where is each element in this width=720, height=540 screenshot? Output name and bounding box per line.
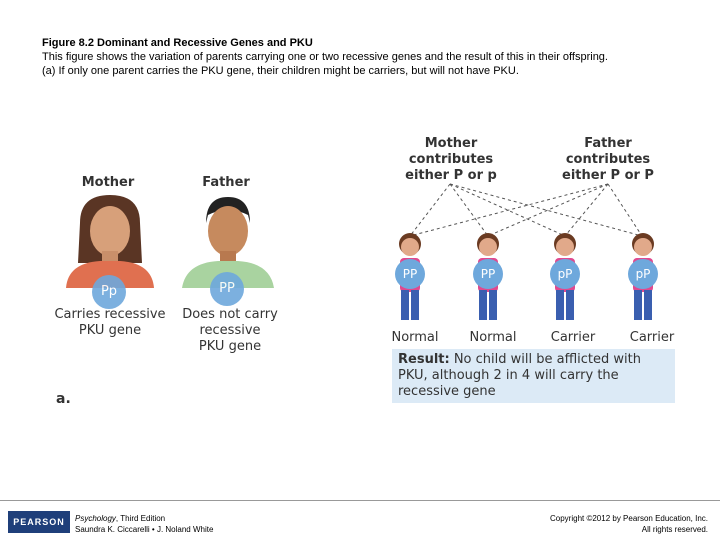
- mother-contribution-label: [396, 136, 506, 184]
- father-genotype-badge: PP: [210, 272, 244, 306]
- result-text: [398, 352, 673, 400]
- book-edition: , Third Edition: [115, 514, 166, 523]
- copyright-notice: [550, 513, 708, 535]
- father-to-child-1-line: [410, 184, 608, 236]
- figure-description-line-2: (a) If only one parent carries the PKU gene, their children might be carriers, but will not have PKU.: [42, 65, 519, 77]
- book-title: Psychology: [75, 514, 116, 523]
- father-contribution-line-2: contributes: [565, 152, 651, 167]
- result-body: No child will be afflicted with PKU, although 2 in 4 will carry the recessive gene: [398, 352, 641, 399]
- child-1-genotype-badge: PP: [395, 259, 425, 289]
- mother-portrait: [60, 193, 160, 288]
- mother-contribution-line-2: contributes: [408, 152, 494, 167]
- father-caption-line-3: PKU gene: [198, 339, 262, 354]
- mother-caption-line-2: PKU gene: [78, 323, 142, 338]
- figure-header: [42, 36, 702, 78]
- mother-contribution-line-1: Mother: [424, 136, 478, 151]
- pearson-logo: PEARSON: [8, 511, 70, 533]
- father-to-child-3-line: [565, 184, 608, 236]
- result-lead: Result:: [398, 352, 450, 367]
- father-contribution-line-1: Father: [584, 136, 632, 151]
- father-face: [208, 206, 248, 256]
- child-3-status: Carrier: [550, 330, 596, 345]
- inheritance-lines: [380, 180, 680, 240]
- father-to-child-2-line: [488, 184, 608, 236]
- copyright-line-1: Copyright ©2012 by Pearson Education, Inc.: [550, 514, 708, 523]
- book-citation: [75, 513, 213, 535]
- mother-caption-line-1: Carries recessive: [54, 307, 166, 322]
- mother-face: [90, 206, 130, 256]
- father-contribution-line-3: either P or P: [562, 168, 654, 183]
- figure-title: Figure 8.2 Dominant and Recessive Genes and PKU: [42, 37, 313, 49]
- mother-to-child-4-line: [450, 184, 642, 236]
- figure-description-line-1: This figure shows the variation of parents carrying one or two recessive genes and the result of this in their offspring.: [42, 51, 608, 63]
- child-2-genotype-badge: PP: [473, 259, 503, 289]
- mother-label: Mother: [81, 175, 135, 190]
- mother-contribution-line-3: either P or p: [405, 168, 497, 183]
- copyright-line-2: All rights reserved.: [641, 525, 708, 534]
- father-caption-line-2: recessive: [199, 323, 261, 338]
- child-4-status: Carrier: [629, 330, 675, 345]
- mother-to-child-1-line: [410, 184, 450, 236]
- footer-divider: [0, 500, 720, 501]
- mother-to-child-2-line: [450, 184, 488, 236]
- father-caption: [170, 307, 290, 355]
- father-caption-line-1: Does not carry: [182, 307, 278, 322]
- panel-label: a.: [56, 391, 71, 407]
- child-2-status: Normal: [469, 330, 517, 345]
- child-1-status: Normal: [391, 330, 439, 345]
- child-4-genotype-badge: pP: [628, 259, 658, 289]
- mother-caption: [50, 307, 170, 339]
- child-3-genotype-badge: pP: [550, 259, 580, 289]
- father-label: Father: [202, 175, 250, 190]
- father-contribution-label: [553, 136, 663, 184]
- mother-genotype-badge: Pp: [92, 275, 126, 309]
- book-authors: Saundra K. Ciccarelli • J. Noland White: [75, 525, 214, 534]
